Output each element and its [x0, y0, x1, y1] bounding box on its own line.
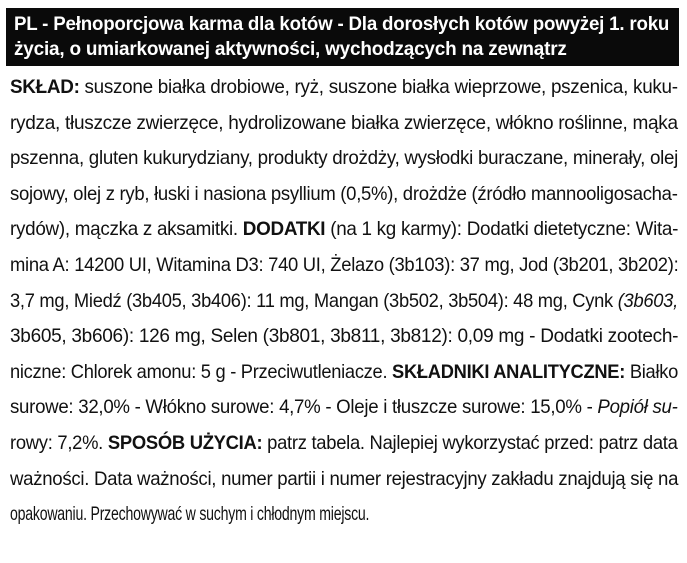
text-line	[10, 462, 679, 498]
text-segment: rydów), mączka z aksamitki.	[10, 218, 243, 241]
text-segment: (na 1 kg karmy): Dodatki dietetyczne: Wita-	[325, 218, 679, 241]
text-segment: sojowy, olej z ryb, łuski i nasiona psyllium (0,5%), drożdże (źródło mannooligosacha-	[10, 182, 678, 205]
text-segment: rowy: 7,2%.	[10, 431, 108, 454]
section-heading: DODATKI	[242, 218, 326, 241]
header-line-1: PL - Pełnoporcjowa karma dla kotów - Dla dorosłych kotów powyżej 1. roku	[14, 14, 670, 35]
text-line	[10, 141, 679, 177]
text-segment: suszone białka drobiowe, ryż, suszone białka wieprzowe, pszenica, kuku-	[79, 76, 678, 98]
text-line	[10, 319, 679, 355]
text-segment: (3b603,	[617, 289, 678, 312]
text-segment: niczne: Chlorek amonu: 5 g - Przeciwutleniacze.	[10, 360, 393, 383]
text-line	[10, 390, 678, 426]
text-line	[10, 177, 678, 213]
text-line	[10, 426, 678, 462]
text-segment: surowe: 32,0% - Włókno surowe: 4,7% - Oleje i tłuszcze surowe: 15,0% -	[10, 396, 598, 419]
text-segment: 3b605, 3b606): 126 mg, Selen (3b801, 3b811, 3b812): 0,09 mg - Dodatki zootech-	[10, 325, 679, 348]
text-line	[10, 497, 496, 533]
text-segment: rydza, tłuszcze zwierzęce, hydrolizowane białka zwierzęce, włókno roślinne, mąka	[10, 111, 678, 134]
text-segment: opakowaniu. Przechowywać w suchym i chłodnym miejscu.	[10, 503, 370, 526]
ingredients-text	[10, 70, 682, 533]
section-heading: SKŁAD:	[10, 76, 80, 98]
text-line	[10, 355, 678, 391]
text-segment: pszenna, gluten kukurydziany, produkty drożdży, wysłodki buraczane, minerały, olej	[10, 147, 679, 170]
text-line	[10, 212, 679, 248]
text-line	[10, 284, 678, 320]
header-line-2: życia, o umiarkowanej aktywności, wychodzących na zewnątrz	[14, 39, 567, 60]
text-segment: ważności. Data ważności, numer partii i numer rejestracyjny zakładu znajdują się na	[10, 467, 679, 490]
product-header	[6, 8, 679, 66]
text-segment: Białko	[625, 360, 678, 383]
text-segment: 3,7 mg, Miedź (3b405, 3b406): 11 mg, Mangan (3b502, 3b504): 48 mg, Cynk	[10, 289, 618, 312]
text-line	[10, 106, 678, 142]
text-segment: patrz tabela. Najlepiej wykorzystać przed: patrz data	[262, 431, 678, 454]
text-segment: Popiół su-	[597, 396, 678, 419]
text-line	[10, 70, 678, 106]
section-heading: SKŁADNIKI ANALITYCZNE:	[392, 360, 626, 383]
text-line	[10, 248, 679, 284]
section-heading: SPOSÓB UŻYCIA:	[107, 431, 263, 454]
text-segment: mina A: 14200 UI, Witamina D3: 740 UI, Żelazo (3b103): 37 mg, Jod (3b201, 3b202):	[10, 253, 679, 276]
